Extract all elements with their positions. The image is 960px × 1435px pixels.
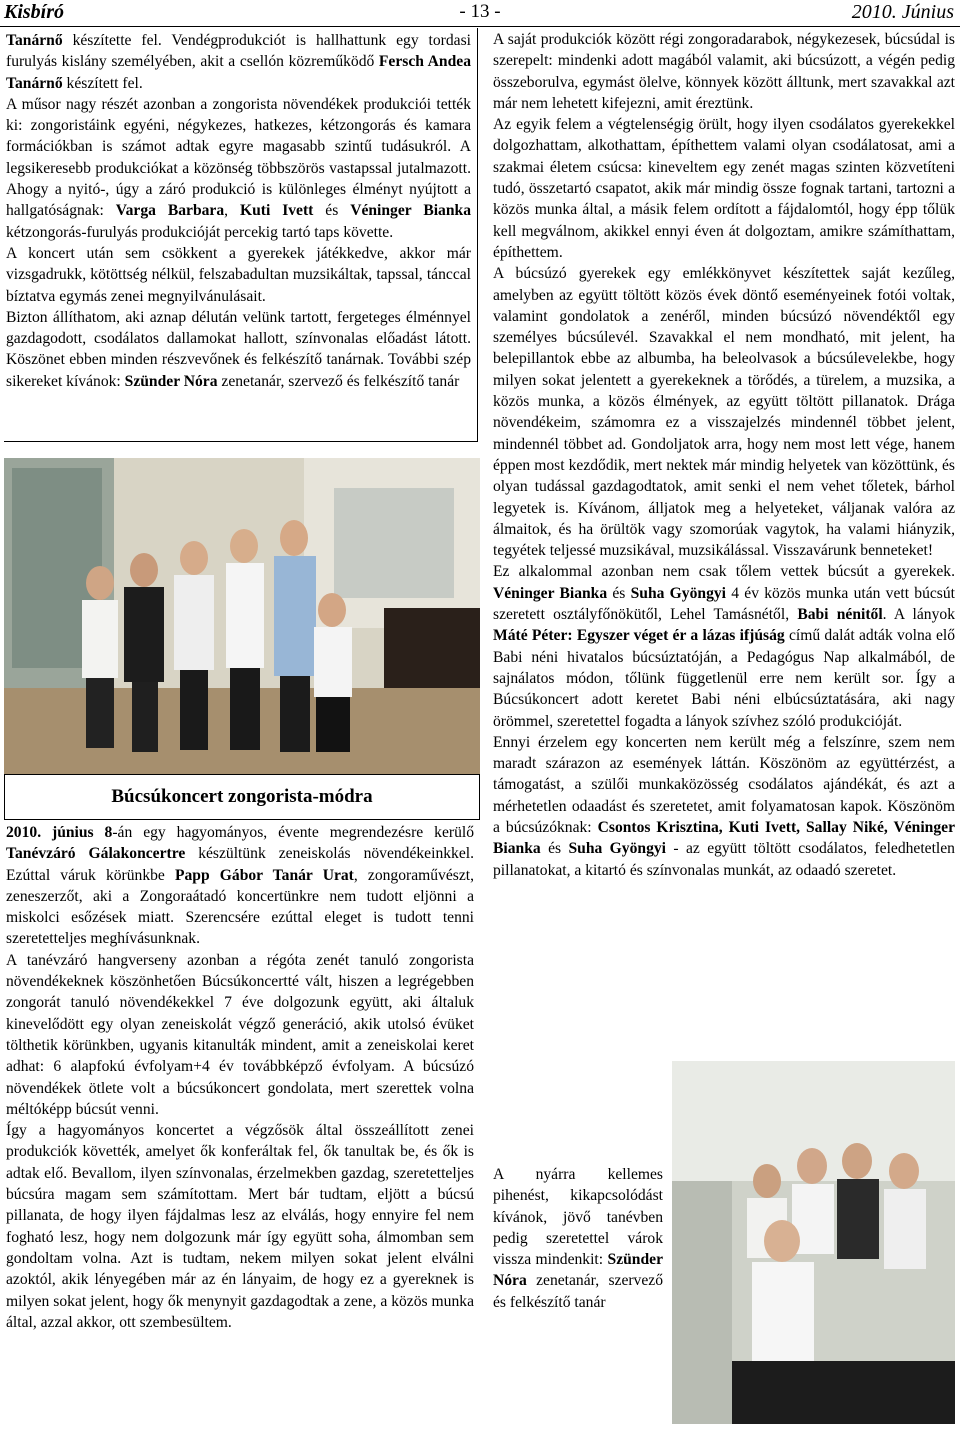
continued-article-text <box>6 30 471 392</box>
students-photo <box>672 1061 955 1424</box>
article-body-col1 <box>6 822 474 1333</box>
bold-text: Varga Barbara <box>115 202 225 220</box>
text-run: és <box>607 584 631 602</box>
paragraph <box>493 561 955 731</box>
bold-text: 2010. június 8 <box>6 824 113 841</box>
text-run: készültünk zeneiskolás növendékeinkkel. Ezúttal váruk körünkbe <box>6 845 474 884</box>
publication-title: Kisbíró <box>4 1 65 23</box>
text-run: - az együtt töltött csodálatos, feledhetetlen pillanatokat, a kitartó és színvonalas munkát, az odaadó szeretet. <box>493 840 955 879</box>
text-run: Ez alkalommal azonban nem csak tőlem vettek búcsút a gyerekek. <box>493 563 955 581</box>
text-run: 4 év közös munka után vett búcsút szeretett osztályfőnökütől, Lehel Tamásnétől, <box>493 584 955 624</box>
paragraph <box>6 1120 474 1333</box>
article-headline-box <box>4 774 480 820</box>
paragraph <box>493 1164 663 1313</box>
text-run: A nyárra kellemes pihenést, kikapcsolódást kívánok, jövő tanévben pedig szeretettel várok vissza mindenkit: <box>493 1166 663 1269</box>
paragraph <box>6 822 474 950</box>
paragraph <box>493 114 955 263</box>
text-run: és <box>540 840 569 858</box>
paragraph <box>493 732 955 881</box>
bold-text: Szünder Nóra <box>493 1251 663 1290</box>
group-photo-illustration <box>4 458 480 774</box>
bold-text: Véninger Bianka <box>350 202 471 220</box>
page-header <box>0 0 960 27</box>
issue-date: 2010. Június <box>851 1 954 23</box>
students-photo-illustration <box>672 1061 955 1424</box>
text-run: kétzongorás-furulyás produkcióját percekig tartó taps követte. <box>6 223 394 241</box>
page-number: - 13 - <box>459 1 501 22</box>
bold-text: Csontos Krisztina, Kuti Ivett, Sallay Niké, Véninger Bianka <box>493 818 955 858</box>
text-run: készített fel. <box>62 74 143 92</box>
paragraph <box>6 94 471 243</box>
paragraph <box>493 29 955 114</box>
bold-text: Suha Gyöngyi <box>630 584 727 602</box>
text-run: A búcsúzó gyerekek egy emlékkönyvet készítettek saját kezűleg, amelyben az együtt töltött közös évek döntő eseményeinek fotói voltak, valamint gondolatok a zenéről, minden búcsúzó növendéktől egy személyes búcsúlevél. Szavakkal el nem mondható, mit jelent, ha belepillantok ebbe az albumba, ha beleolvasok a búcsúlevelekbe, hogy milyen sokat jelentett a gyerekeknek a törődés, a türelem, a muzsika, a közös munka, a közös élmények, az együtt töltött pillanatok. Drága növendékeim, számomra ez a visszajelzés mindennél többet jelent, mindennél többet ad. Gondoljatok arra, hogy nem most lett vége, hanem éppen most kezdődik, mert nektek már mindig helyetek van közöttünk, és olyan tudással gazdagodtatok, amit senki el nem vehet tőletek, bárhol legyetek is. Kívánom, álljatok meg a helyeteket, váljanak valóra az álmaitok, és ha örültök vagy szomorúak vagytok, ha valami hiányzik, tegyétek teljessé muzsikával, muzsikálással. Visszavárunk benneteket! <box>493 265 955 560</box>
paragraph <box>6 950 474 1120</box>
text-run: Ennyi érzelem egy koncerten nem került még a felszínre, szem nem maradt szárazon az események láttán. Köszönöm az együttérzést, a támogatást, a szülői munkaközösség csodálatos ajándékát, és azt a mérhetetlen odaadást és szeretetet, amit folyamatosan kapok. Köszönöm a búcsúzóknak: <box>493 733 955 836</box>
text-run: A saját produkciók között régi zongoradarabok, négykezesek, búcsúdal is szerepelt: mindenki adott magából valamit, aki búcsúzott, a végén pedig összeborulva, egymást ölelve, könnyek között álltunk, mert szavakkal azt már nem lehetett kifejezni, amit éreztünk. <box>493 31 955 112</box>
bold-text: Fersch Andea Tanárnő <box>6 53 471 92</box>
bold-text: Kuti Ivett <box>239 202 314 220</box>
text-run: zenetanár, szervező és felkészítő tanár <box>217 372 460 390</box>
paragraph <box>6 307 471 392</box>
text-run: A tanévzáró hangverseny azonban a régóta zenét tanuló zongorista növendékeknek köszönhetően Búcsúkoncertté vált, hiszen a legrégebben zongorát tanuló növendékekkel 7 éve dolgozunk együtt, aki általuk kinevelődött egy olyan zeneiskolát végző generáció, akik utolsó évüket tölthetik körünkben, ugyanis kitanulták mindent, amit a zeneiskolai keret adhat: 6 alapfokú évfolyam+4 év továbbképző évfolyam. A búcsúzó növendékek ötlete volt a búcsúkoncert gondolata, mert szerettek volna méltóképp búcsút venni. <box>6 951 474 1118</box>
continued-article-box <box>4 28 478 442</box>
text-run: A műsor nagy részét azonban a zongorista növendékek produkciói tették ki: zongoristáink egyéni, négykezes, hatkezes, kétzongorás és kamara formációkban is számot adtak egyre magasabb szintű tudásukról. A legsikeresebb produkciókat a közönség többszörös vastapssal jutalmazott. Ahogy a nyitó-, úgy a záró produkció is különleges élményt nyújtott a hallgatóságnak: <box>6 95 471 220</box>
text-run: , <box>224 202 240 220</box>
text-run: Így a hagyományos koncertet a végzősök által összeállított zenei produkciók követték, amelyet ők konferáltak fel, ők tanultak be, és ők is adtak elő. Bevallom, ilyen színvonalas, érzelmekben gazdag, szeretetteljes búcsúra magam sem számítottam. Mert bár tudtam, eljött a búcsú pillanata, de hogy ilyen fájdalmas lesz az elválás, hogy ennyire fel nem fogható lesz, hogy nem dolgozunk már így együtt soha, álmomban sem gondoltam volna. Azt is tudtam, nekem milyen sokat jelent elválni azoktól, akik lényegében már az én lányaim, de hogy ez a gyereknek is milyen sokat jelent, hogy ők menynyit gazdagodtak a zene, a közös munka által, azzal akkor, ott szembesültem. <box>6 1122 474 1331</box>
text-run: . A lányok <box>882 606 955 624</box>
paragraph <box>6 243 471 307</box>
text-run: , zongoraművészt, zeneszerzőt, aki a Zongoraátadó koncertünkre nem tudott eljönni a miskolci esőzések miatt. Szerencsére ezúttal eleget is tudott tenni szeretetteljes meghívásunknak. <box>6 866 474 948</box>
text-run: zenetanár, szervező és felkészítő tanár <box>493 1272 663 1311</box>
bold-text: Babi nénitől <box>797 606 883 624</box>
closing-wishes <box>493 1164 663 1313</box>
text-run: Bizton állíthatom, aki aznap délután velünk tartott, fergeteges élménnyel gazdagodott, csodálatos dallamokat hallott, színvonalas előadást látott. Köszönet ebben minden részvevőnek és felkészítő tanárnak. További szép sikereket kívánok: <box>6 308 471 390</box>
bold-text: Suha Gyöngyi <box>568 840 666 858</box>
article-headline: Búcsúkoncert zongorista-módra <box>111 786 373 807</box>
text-run: A koncert után sem csökkent a gyerekek játékkedve, akkor már vizsgadrukk, kötöttség nélkül, felszabadultan muzsikáltak, tapssal, tánccal bíztatva egymás zenei megnyilvánulásait. <box>6 244 471 305</box>
bold-text: Tanévzáró Gálakoncertre <box>6 845 186 863</box>
group-photo <box>4 458 480 774</box>
article-body-col2 <box>493 29 955 881</box>
paragraph <box>493 263 955 561</box>
bold-text: Véninger Bianka <box>493 584 608 602</box>
text-run: című dalát adták volna elő Babi néni hivatalos búcsúztatóján, a Pedagógus Nap alkalmából, de sajnálatos módon, tőlünk függetlenül erre nem került sor. Így a Búcsúkoncert adott keretet Babi néni elbúcsúztatására, aki nagy örömmel, szeretettel fogadta a lányok szívhez szóló produkcióját. <box>493 627 955 730</box>
text-run: és <box>313 202 351 220</box>
bold-text: Papp Gábor Tanár Urat <box>174 866 354 884</box>
bold-text: Szünder Nóra <box>124 372 218 390</box>
bold-text: Tanárnő <box>6 32 63 49</box>
paragraph <box>6 30 471 94</box>
text-run: -án egy hagyományos, évente megrendezésre kerülő <box>112 824 474 841</box>
text-run: Az egyik felem a végtelenségig örült, hogy ilyen csodálatos gyerekekkel dolgozhattam, alkothattam, építhettem valami olyan csodálatosat, ami a szakmai életem csúcsa: kineveltem egy zenét magas szinten közvetíteni tudó, összetartó csapatot, akik már mindig össze fognak tartani, tartozni a közös munka által, a másik felem ordított a fájdalomtól, hogy épp tőlük kell megválnom, akikkel ennyi éven át dolgoztam, amikre számíthattam, építhettem. <box>493 116 955 261</box>
bold-text: Máté Péter: Egyszer véget ér a lázas ifjúság <box>493 627 785 645</box>
text-run: készítette fel. Vendégprodukciót is hallhattunk egy tordasi furulyás kislány személyében, akit a csellón közreműködő <box>6 32 471 71</box>
